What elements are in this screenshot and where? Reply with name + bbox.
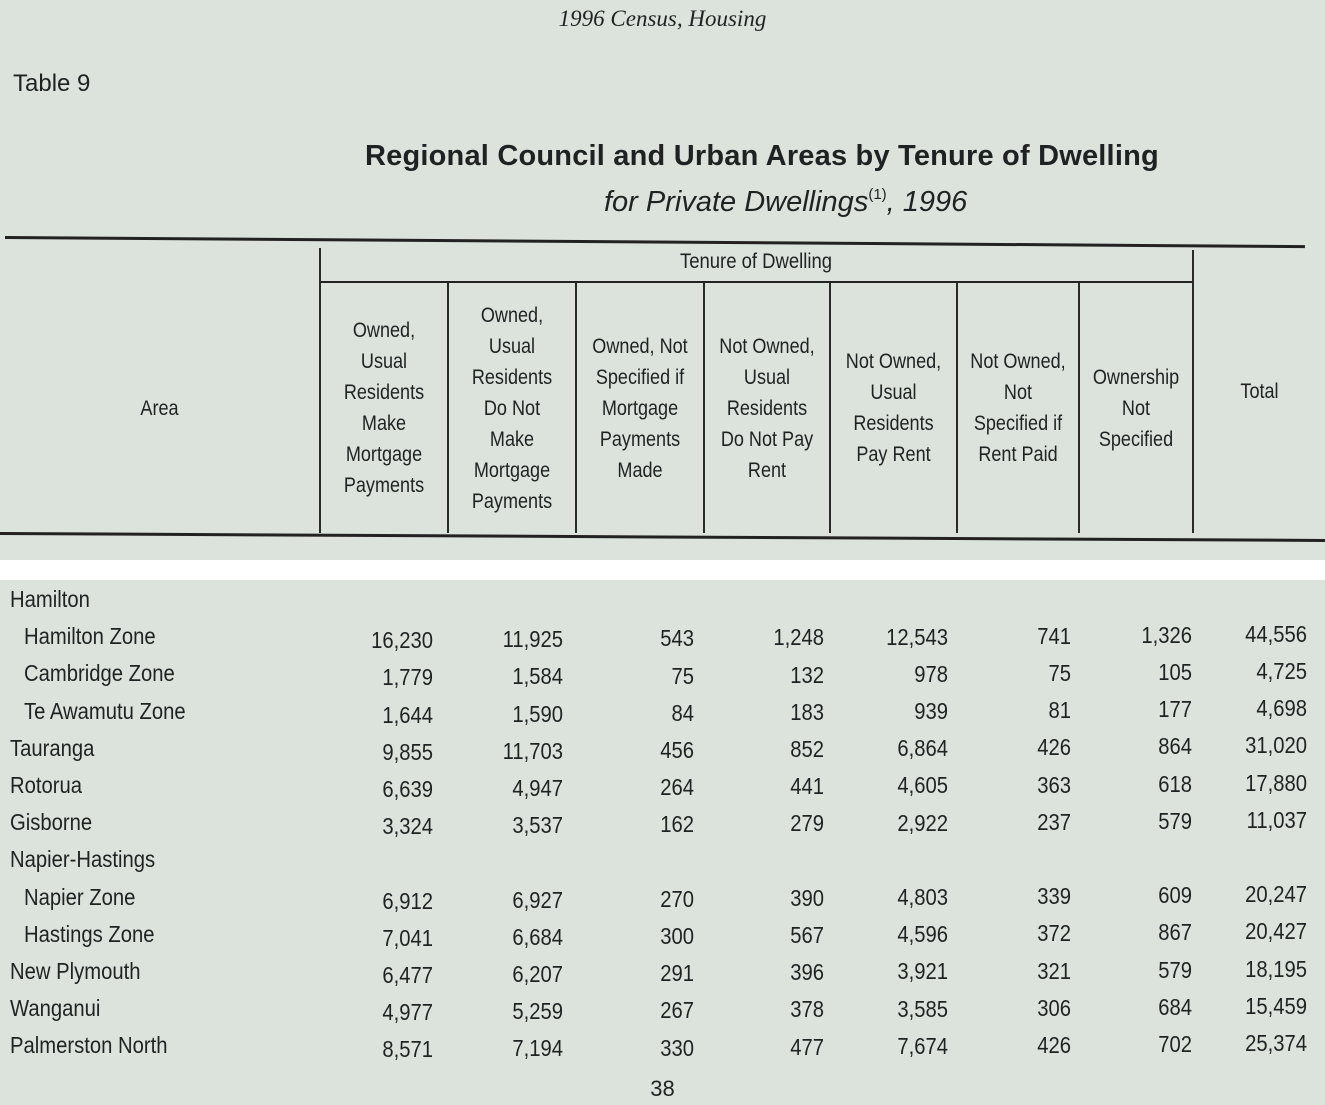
value-cell: 7,194 [512, 1035, 563, 1062]
value-cell: 441 [790, 773, 824, 800]
value-cell: 372 [1037, 920, 1071, 947]
area-cell: Palmerston North [10, 1032, 168, 1059]
value-cell: 8,571 [382, 1036, 433, 1063]
value-cell: 237 [1037, 808, 1071, 835]
table-subtitle [604, 186, 967, 219]
area-cell: Hamilton [10, 586, 90, 612]
value-cell: 330 [660, 1034, 694, 1061]
column-divider [1078, 283, 1080, 533]
page-number: 38 [650, 1076, 675, 1101]
value-cell: 4,605 [897, 772, 948, 799]
value-cell: 864 [1158, 733, 1192, 760]
value-cell: 132 [790, 661, 824, 688]
value-cell: 456 [660, 736, 694, 763]
value-cell: 105 [1158, 658, 1192, 685]
table-title: Regional Council and Urban Areas by Tenure of Dwelling [365, 140, 1159, 172]
value-cell: 6,207 [512, 961, 563, 988]
value-cell: 543 [660, 625, 694, 652]
value-cell: 609 [1158, 882, 1192, 909]
value-cell: 426 [1037, 734, 1071, 761]
value-cell: 396 [790, 959, 824, 986]
value-cell: 25,374 [1245, 1030, 1307, 1057]
column-header: Owned, Usual Residents Make Mortgage Payments [343, 319, 425, 497]
table-row [0, 582, 1325, 618]
value-cell: 16,230 [371, 627, 433, 654]
table-row [0, 917, 1325, 953]
value-cell: 702 [1158, 1030, 1192, 1057]
column-header: Not Owned, Usual Residents Do Not Pay Rent [719, 334, 815, 482]
value-cell: 270 [660, 885, 694, 912]
column-header: Not Owned, Usual Residents Pay Rent [845, 350, 942, 466]
area-cell: Napier Zone [24, 883, 136, 910]
area-cell: Wanganui [10, 995, 101, 1022]
column-header: Total [1240, 380, 1279, 403]
value-cell: 291 [660, 960, 694, 987]
running-head: 1996 Census, Housing [558, 6, 767, 31]
value-cell: 618 [1158, 770, 1192, 797]
value-cell: 7,674 [897, 1032, 948, 1059]
table-row [0, 880, 1325, 916]
table-label: Table 9 [13, 70, 91, 97]
value-cell: 20,427 [1245, 918, 1307, 945]
value-cell: 3,585 [897, 995, 948, 1022]
column-divider [319, 248, 321, 533]
area-cell: Cambridge Zone [24, 660, 175, 687]
page-gap [0, 560, 1325, 580]
subtitle-year: , 1996 [886, 186, 968, 218]
value-cell: 4,698 [1256, 695, 1307, 722]
value-cell: 4,596 [897, 921, 948, 948]
value-cell: 567 [790, 922, 824, 949]
value-cell: 6,927 [512, 886, 563, 913]
value-cell: 306 [1037, 994, 1071, 1021]
table-row [0, 619, 1325, 655]
value-cell: 11,925 [502, 626, 563, 653]
value-cell: 279 [790, 810, 824, 837]
value-cell: 3,537 [512, 812, 563, 839]
area-cell: Tauranga [10, 734, 95, 761]
value-cell: 11,703 [502, 737, 563, 764]
value-cell: 6,684 [512, 923, 563, 950]
column-divider [1192, 250, 1194, 533]
value-cell: 390 [790, 884, 824, 911]
value-cell: 1,779 [382, 664, 433, 691]
value-cell: 2,922 [897, 809, 948, 836]
value-cell: 939 [914, 697, 948, 724]
value-cell: 15,459 [1245, 992, 1307, 1019]
value-cell: 177 [1158, 696, 1192, 723]
value-cell: 6,639 [382, 776, 433, 802]
value-cell: 6,864 [897, 735, 948, 762]
value-cell: 1,644 [382, 701, 433, 728]
value-cell: 7,041 [382, 924, 433, 951]
value-cell: 684 [1158, 993, 1192, 1020]
area-cell: Napier-Hastings [10, 846, 156, 873]
value-cell: 741 [1037, 622, 1071, 649]
column-header: Owned, Usual Residents Do Not Make Mortgage Payments [471, 303, 553, 513]
value-cell: 300 [660, 922, 694, 949]
value-cell: 3,921 [897, 958, 948, 985]
value-cell: 477 [790, 1033, 824, 1060]
column-header: Not Owned, Not Specified if Rent Paid [970, 350, 1066, 466]
area-cell: Hamilton Zone [24, 623, 156, 650]
value-cell: 9,855 [382, 738, 433, 765]
area-column-header: Area [140, 396, 179, 420]
table-row [0, 656, 1325, 692]
value-cell: 264 [660, 774, 694, 801]
value-cell: 1,248 [773, 624, 824, 651]
area-cell: Hastings Zone [24, 920, 155, 947]
value-cell: 6,912 [382, 887, 433, 914]
table-row [0, 1028, 1325, 1064]
value-cell: 267 [660, 997, 694, 1024]
value-cell: 12,543 [886, 623, 948, 650]
column-divider [956, 283, 958, 533]
value-cell: 378 [790, 996, 824, 1023]
column-header: Ownership Not Specified [1092, 365, 1180, 451]
value-cell: 1,590 [512, 700, 563, 727]
value-cell: 75 [671, 662, 694, 689]
table-row [0, 805, 1325, 841]
table-row [0, 954, 1325, 990]
value-cell: 5,259 [512, 998, 563, 1025]
header-top-rule [5, 236, 1305, 248]
value-cell: 44,556 [1245, 620, 1307, 647]
value-cell: 17,880 [1245, 769, 1307, 796]
table-row [0, 694, 1325, 730]
table-row [0, 731, 1325, 767]
value-cell: 81 [1048, 697, 1071, 724]
value-cell: 852 [790, 736, 824, 763]
value-cell: 3,324 [382, 813, 433, 840]
header-bottom-rule [0, 532, 1325, 542]
area-cell: Gisborne [10, 809, 93, 836]
value-cell: 84 [671, 699, 694, 726]
column-header: Owned, Not Specified if Mortgage Payments Made [592, 334, 688, 482]
subtitle-text: for Private Dwellings [604, 186, 869, 218]
value-cell: 339 [1037, 883, 1071, 910]
value-cell: 162 [660, 811, 694, 838]
value-cell: 978 [914, 660, 948, 687]
column-divider [447, 283, 449, 533]
table-row [0, 991, 1325, 1027]
value-cell: 867 [1158, 919, 1192, 946]
value-cell: 4,803 [897, 883, 948, 910]
table-row [0, 768, 1325, 804]
value-cell: 18,195 [1245, 955, 1307, 982]
value-cell: 11,037 [1246, 806, 1307, 833]
value-cell: 75 [1048, 659, 1071, 686]
area-cell: Rotorua [10, 772, 83, 798]
footnote-marker: (1) [868, 186, 887, 203]
value-cell: 4,725 [1256, 658, 1307, 685]
value-cell: 6,477 [382, 962, 433, 988]
area-cell: Te Awamutu Zone [24, 697, 186, 724]
group-header-tenure: Tenure of Dwelling [679, 250, 833, 273]
value-cell: 363 [1037, 771, 1071, 798]
table-row [0, 842, 1325, 878]
value-cell: 4,977 [382, 999, 433, 1026]
value-cell: 1,584 [512, 663, 563, 690]
value-cell: 1,326 [1141, 621, 1192, 648]
value-cell: 31,020 [1245, 732, 1307, 759]
value-cell: 579 [1158, 956, 1192, 983]
column-divider [575, 283, 577, 533]
value-cell: 4,947 [512, 775, 563, 802]
value-cell: 20,247 [1245, 881, 1307, 908]
column-divider [703, 283, 705, 533]
column-divider [829, 283, 831, 533]
value-cell: 321 [1037, 957, 1071, 984]
value-cell: 183 [790, 698, 824, 725]
area-cell: New Plymouth [10, 958, 141, 984]
value-cell: 426 [1037, 1031, 1071, 1058]
value-cell: 579 [1158, 807, 1192, 834]
